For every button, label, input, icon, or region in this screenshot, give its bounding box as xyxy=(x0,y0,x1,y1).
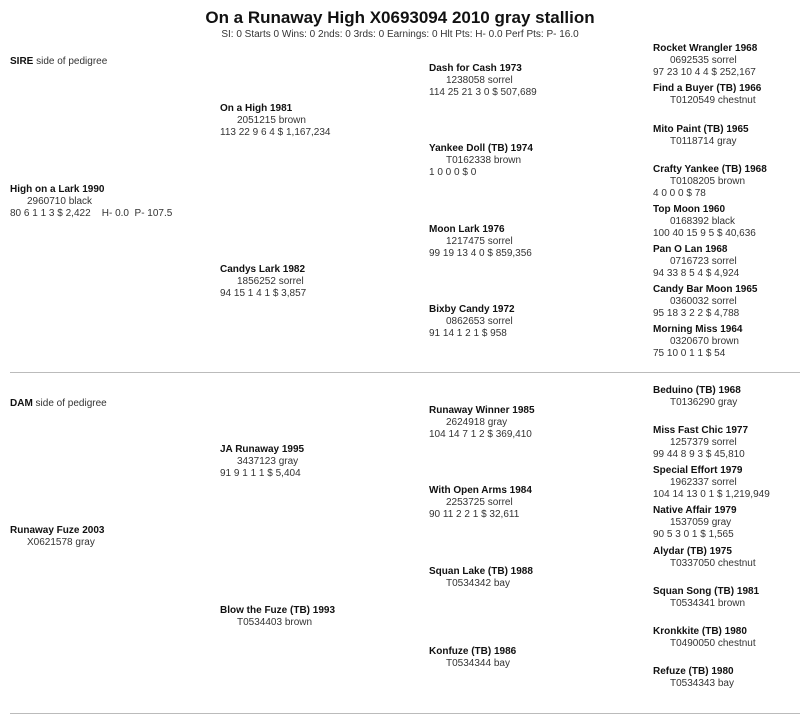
horse-name[interactable]: Rocket Wrangler 1968 xyxy=(653,43,758,54)
sire-side-label: SIRE side of pedigree xyxy=(10,56,108,67)
horse-registration: 0716723 sorrel xyxy=(670,256,737,267)
horse-dds xyxy=(429,566,533,590)
performance-summary: SI: 0 Starts 0 Wins: 0 2nds: 0 3rds: 0 Earnings: 0 Hlt Pts: H- 0.0 Perf Pts: P- 16.0 xyxy=(221,29,579,40)
horse-registration: 1537059 gray xyxy=(670,517,732,528)
horse-registration: 1217475 sorrel xyxy=(446,236,513,247)
horse-registration: T0162338 brown xyxy=(446,155,522,166)
horse-stats: 90 11 2 2 1 $ 32,611 xyxy=(429,509,520,520)
dam-side-label: DAM side of pedigree xyxy=(10,398,107,409)
horse-registration: T0534341 brown xyxy=(670,598,746,609)
horse-ssss xyxy=(653,43,757,79)
horse-sdd xyxy=(429,304,515,340)
horse-stats: 91 14 1 2 1 $ 958 xyxy=(429,328,507,339)
horse-stats: 75 10 0 1 1 $ 54 xyxy=(653,348,726,359)
horse-stats: 99 44 8 9 3 $ 45,810 xyxy=(653,449,745,460)
horse-name[interactable]: With Open Arms 1984 xyxy=(429,485,532,496)
horse-dam-dam xyxy=(220,605,335,629)
horse-registration: 1257379 sorrel xyxy=(670,437,737,448)
horse-registration: 2624918 gray xyxy=(446,417,508,428)
bottom-divider xyxy=(10,713,800,714)
horse-dss xyxy=(429,405,535,441)
horse-name[interactable]: Moon Lark 1976 xyxy=(429,224,505,235)
horse-registration: T0534403 brown xyxy=(237,617,313,628)
horse-name[interactable]: Find a Buyer (TB) 1966 xyxy=(653,83,762,94)
horse-registration: 0692535 sorrel xyxy=(670,55,737,66)
horse-sire xyxy=(10,184,172,220)
horse-sds xyxy=(429,224,532,260)
horse-registration: 2253725 sorrel xyxy=(446,497,513,508)
horse-registration: 1856252 sorrel xyxy=(237,276,304,287)
horse-registration: 2051215 brown xyxy=(237,115,306,126)
horse-dam-sire xyxy=(220,444,304,480)
horse-registration: 0168392 black xyxy=(670,216,736,227)
horse-dam xyxy=(10,525,104,549)
horse-ddds xyxy=(653,626,756,650)
page-title: On a Runaway High X0693094 2010 gray stallion xyxy=(205,8,595,27)
horse-stats: 90 5 3 0 1 $ 1,565 xyxy=(653,529,734,540)
horse-name[interactable]: Candys Lark 1982 xyxy=(220,264,306,275)
horse-name[interactable]: Konfuze (TB) 1986 xyxy=(429,646,517,657)
horse-stats: 4 0 0 0 $ 78 xyxy=(653,188,706,199)
horse-registration: T0136290 gray xyxy=(670,397,738,408)
horse-stats: 104 14 7 1 2 $ 369,410 xyxy=(429,429,532,440)
horse-name[interactable]: Runaway Fuze 2003 xyxy=(10,525,105,536)
horse-ddd xyxy=(429,646,516,670)
horse-name[interactable]: Squan Song (TB) 1981 xyxy=(653,586,760,597)
horse-stats: 114 25 21 3 0 $ 507,689 xyxy=(429,87,537,98)
horse-name[interactable]: Morning Miss 1964 xyxy=(653,324,743,335)
horse-registration: T0108205 brown xyxy=(670,176,746,187)
horse-name[interactable]: Crafty Yankee (TB) 1968 xyxy=(653,164,767,175)
horse-stats: 80 6 1 1 3 $ 2,422 H- 0.0 P- 107.5 xyxy=(10,208,173,219)
horse-name[interactable]: Candy Bar Moon 1965 xyxy=(653,284,758,295)
horse-stats: 91 9 1 1 1 $ 5,404 xyxy=(220,468,301,479)
horse-ssdd xyxy=(653,164,767,200)
horse-sire-sire xyxy=(220,103,330,139)
horse-registration: 0862653 sorrel xyxy=(446,316,513,327)
horse-registration: 0320670 brown xyxy=(670,336,739,347)
horse-ssds xyxy=(653,124,749,148)
horse-name[interactable]: Blow the Fuze (TB) 1993 xyxy=(220,605,336,616)
horse-registration: T0490050 chestnut xyxy=(670,638,756,649)
horse-registration: 3437123 gray xyxy=(237,456,299,467)
horse-name[interactable]: Special Effort 1979 xyxy=(653,465,743,476)
horse-registration: T0337050 chestnut xyxy=(670,558,756,569)
horse-stats: 94 33 8 5 4 $ 4,924 xyxy=(653,268,740,279)
horse-sdsd xyxy=(653,244,739,280)
horse-name[interactable]: Native Affair 1979 xyxy=(653,505,737,516)
horse-registration: T0534342 bay xyxy=(446,578,510,589)
horse-registration: 2960710 black xyxy=(27,196,93,207)
horse-name[interactable]: Alydar (TB) 1975 xyxy=(653,546,732,557)
horse-registration: 1238058 sorrel xyxy=(446,75,513,86)
horse-name[interactable]: High on a Lark 1990 xyxy=(10,184,105,195)
horse-sss xyxy=(429,63,537,99)
horse-registration: T0534344 bay xyxy=(446,658,510,669)
horse-dsds xyxy=(653,465,770,501)
horse-dsss xyxy=(653,385,741,409)
horse-name[interactable]: JA Runaway 1995 xyxy=(220,444,305,455)
horse-name[interactable]: Refuze (TB) 1980 xyxy=(653,666,734,677)
horse-name[interactable]: Beduino (TB) 1968 xyxy=(653,385,741,396)
horse-name[interactable]: Kronkkite (TB) 1980 xyxy=(653,626,747,637)
horse-stats: 1 0 0 0 $ 0 xyxy=(429,167,477,178)
horse-stats: 97 23 10 4 4 $ 252,167 xyxy=(653,67,756,78)
horse-ddss xyxy=(653,546,756,570)
horse-name[interactable]: Runaway Winner 1985 xyxy=(429,405,535,416)
horse-sddd xyxy=(653,324,742,360)
horse-sdss xyxy=(653,204,756,240)
horse-stats: 95 18 3 2 2 $ 4,788 xyxy=(653,308,740,319)
horse-name[interactable]: On a High 1981 xyxy=(220,103,293,114)
horse-registration: X0621578 gray xyxy=(27,537,95,548)
horse-name[interactable]: Squan Lake (TB) 1988 xyxy=(429,566,533,577)
horse-dsd xyxy=(429,485,532,521)
horse-sdds xyxy=(653,284,757,320)
horse-name[interactable]: Dash for Cash 1973 xyxy=(429,63,522,74)
horse-name[interactable]: Top Moon 1960 xyxy=(653,204,726,215)
horse-stats: 94 15 1 4 1 $ 3,857 xyxy=(220,288,307,299)
horse-name[interactable]: Miss Fast Chic 1977 xyxy=(653,425,749,436)
horse-dssd xyxy=(653,425,748,461)
horse-sssd xyxy=(653,83,761,107)
horse-stats: 113 22 9 6 4 $ 1,167,234 xyxy=(220,127,331,138)
horse-name[interactable]: Pan O Lan 1968 xyxy=(653,244,728,255)
horse-sire-dam xyxy=(220,264,306,300)
horse-registration: T0120549 chestnut xyxy=(670,95,756,106)
horse-stats: 100 40 15 9 5 $ 40,636 xyxy=(653,228,756,239)
horse-stats: 99 19 13 4 0 $ 859,356 xyxy=(429,248,532,259)
horse-dsdd xyxy=(653,505,737,541)
horse-name[interactable]: Mito Paint (TB) 1965 xyxy=(653,124,749,135)
horse-dddd xyxy=(653,666,734,690)
horse-ddsd xyxy=(653,586,759,610)
horse-name[interactable]: Bixby Candy 1972 xyxy=(429,304,515,315)
horse-registration: 0360032 sorrel xyxy=(670,296,737,307)
horse-registration: T0118714 gray xyxy=(670,136,737,147)
horse-name[interactable]: Yankee Doll (TB) 1974 xyxy=(429,143,533,154)
horse-ssd xyxy=(429,143,533,179)
horse-stats: 104 14 13 0 1 $ 1,219,949 xyxy=(653,489,770,500)
section-divider xyxy=(10,372,800,373)
horse-registration: T0534343 bay xyxy=(670,678,734,689)
horse-registration: 1962337 sorrel xyxy=(670,477,737,488)
